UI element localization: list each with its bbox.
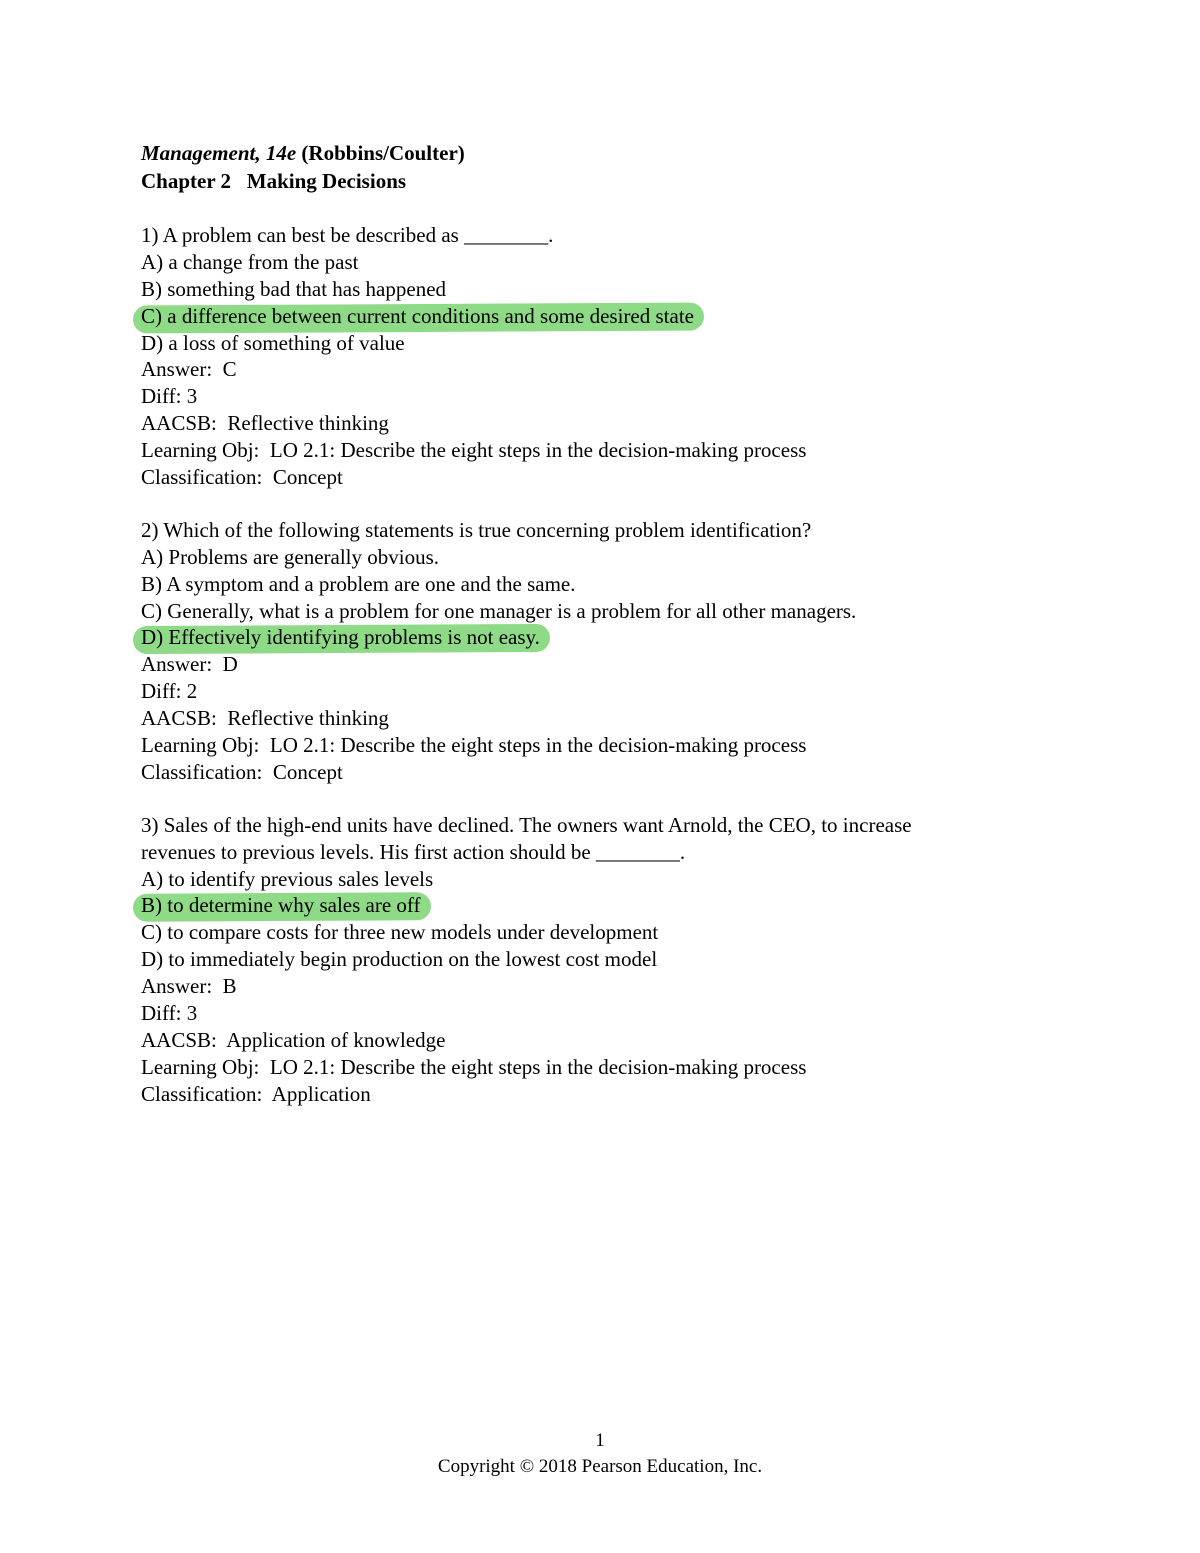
answer-highlight: D) Effectively identifying problems is not easy. (141, 625, 540, 650)
option-b: B) A symptom and a problem are one and the same. (141, 571, 576, 596)
book-title-line (141, 140, 1081, 168)
option-d-highlighted (141, 624, 1081, 651)
spacer (141, 491, 1081, 517)
spacer (141, 786, 1081, 812)
copyright-notice: Copyright © 2018 Pearson Education, Inc. (437, 1456, 763, 1477)
answer: Answer: D (141, 652, 238, 677)
difficulty: Diff: 3 (141, 1001, 198, 1026)
aacsb: AACSB: Application of knowledge (141, 1027, 446, 1052)
question-text-line-1: 3) Sales of the high-end units have declined. The owners want Arnold, the CEO, to increase (141, 812, 912, 837)
book-title: Management, 14e (141, 141, 297, 165)
option-c-highlighted (141, 303, 1081, 330)
learning-objective: Learning Obj: LO 2.1: Describe the eight steps in the decision-making process (141, 438, 807, 463)
question-text-line-2: revenues to previous levels. His first action should be ________. (141, 839, 686, 864)
option-b: B) something bad that has happened (141, 276, 447, 301)
page-number: 1 (595, 1430, 605, 1451)
classification: Classification: Concept (141, 759, 343, 784)
option-a: A) Problems are generally obvious. (141, 544, 440, 569)
classification: Classification: Application (141, 1081, 371, 1106)
difficulty: Diff: 3 (141, 384, 198, 409)
option-c: C) Generally, what is a problem for one manager is a problem for all other managers. (141, 598, 857, 623)
option-a: A) a change from the past (141, 249, 359, 274)
answer: Answer: B (141, 974, 237, 999)
option-d: D) a loss of something of value (141, 330, 405, 355)
answer-highlight: B) to determine why sales are off (141, 893, 421, 918)
learning-objective: Learning Obj: LO 2.1: Describe the eight steps in the decision-making process (141, 1054, 807, 1079)
question-text: 1) A problem can best be described as ________. (141, 223, 554, 247)
answer: Answer: C (141, 357, 237, 382)
option-d: D) to immediately begin production on the lowest cost model (141, 947, 658, 972)
spacer (141, 196, 1081, 222)
difficulty: Diff: 2 (141, 679, 198, 704)
book-authors: (Robbins/Coulter) (296, 141, 465, 165)
question-block-3 (141, 812, 1081, 1108)
document-body (141, 140, 1081, 1108)
learning-objective: Learning Obj: LO 2.1: Describe the eight steps in the decision-making process (141, 733, 807, 758)
question-block-1 (141, 222, 1081, 491)
aacsb: AACSB: Reflective thinking (141, 706, 389, 731)
answer-highlight: C) a difference between current conditions and some desired state (141, 303, 694, 328)
aacsb: AACSB: Reflective thinking (141, 411, 389, 436)
option-b-highlighted (141, 892, 1081, 919)
chapter-title: Chapter 2 Making Decisions (141, 169, 407, 193)
option-c: C) to compare costs for three new models under development (141, 920, 659, 945)
question-text: 2) Which of the following statements is true concerning problem identification? (141, 517, 812, 542)
question-block-2 (141, 517, 1081, 786)
classification: Classification: Concept (141, 465, 343, 490)
option-a: A) to identify previous sales levels (141, 866, 434, 891)
